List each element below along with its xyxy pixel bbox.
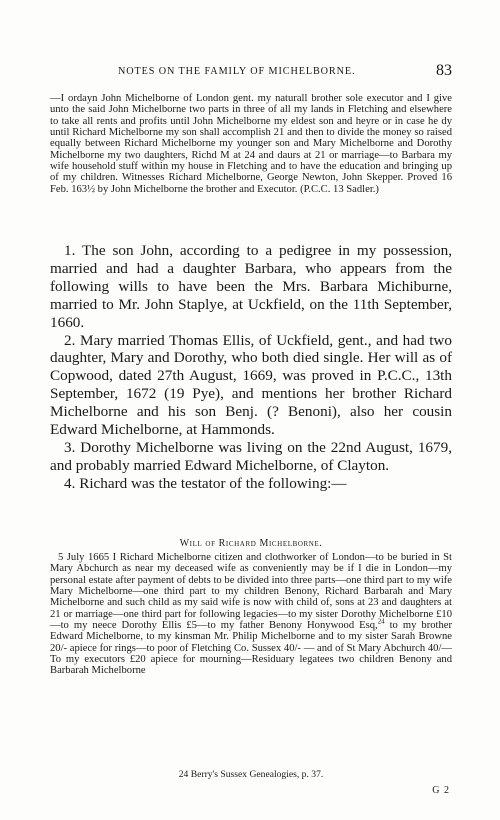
signature-mark: G 2 [432, 785, 450, 796]
page-header [50, 62, 452, 82]
paragraph-3: 3. Dorothy Michelborne was living on the 22nd August, 1679, and probably married Edward Michelborne, of Clayton. [50, 438, 452, 474]
will-heading: Will of Richard Michelborne. [179, 538, 323, 549]
running-title: NOTES ON THE FAMILY OF MICHELBORNE. [118, 66, 356, 77]
will-of-richard-text [50, 552, 452, 677]
will-excerpt-text: —I ordayn John Michelborne of London gent. my naturall brother sole executor and I give unto the said John Michelborne two parts in three of all my lands in Fletching and elsewhere to take all rents and profits until John Michelborne my eldest son and heyre or in case he dy until Richard Michelborne my son shall accomplish 21 and then to divide the money so raised equally between Richard Michelborne my younger son and Mary Michelborne and Dorothy Michelborne my two daughters, Richd M at 24 and daurs at 21 or marriage—to Barbara my wife household stuff within my house in Fletching and to have the education and bringing up of my children. Witnesses Richard Michelborne, George Newton, John Skepper. Proved 16 Feb. 163½ by John Michelborne the brother and Executor. (P.C.C. 13 Sadler.) [50, 93, 452, 195]
body-text [50, 242, 452, 493]
will-excerpt [50, 93, 452, 195]
footnote-ref: 24 [377, 618, 385, 626]
footnote: 24 Berry's Sussex Genealogies, p. 37. [178, 769, 324, 780]
paragraph-1: 1. The son John, according to a pedigree in my possession, married and had a daughter Barbara, who appears from the following wills to have been the Mrs. Barbara Michiburne, married to Mr. John Staplye, at Uckfield, on the 11th September, 1660. [50, 242, 452, 331]
paragraph-4: 4. Richard was the testator of the following:— [64, 474, 347, 492]
paragraph-2: 2. Mary married Thomas Ellis, of Uckfield, gent., and had two daughter, Mary and Dorothy, who both died single. Her will as of Copwood, dated 27th August, 1669, was proved in P.C.C., 13th September, 1672 (19 Pye), and mentions her brother Richard Michelborne and his son Benj. (? Benoni), also her cousin Edward Michelborne, at Hammonds. [50, 331, 452, 439]
will-text-part-1: 5 July 1665 I Richard Michelborne citizen and clothworker of London—to be buried in St Mary Abchurch as near my deceased wife as conveniently may be if I die in London—my personal estate after payment of debts to be divided into three parts—one third part to my wife Mary Michelborne—one third part to my children Benony, Richard Barbarah and Mary Michelborne and such child as my said wife is now with child of, sons at 23 and daughters at 21 or marriage—one third part for following legacies—to my sister Dorothy Michelborne £10—to my neece Dorothy Ellis £5—to my father Benony Honywood Esq, [50, 552, 452, 632]
page-number: 83 [436, 62, 452, 79]
will-text-part-2: to my brother Edward Michelborne, to my kinsman Mr. Philip Michelborne and to my sister Sarah Browne 20/- apiece for rings—to poor of Fletching Co. Sussex 40/- — and of St Mary Abchurch 40/—To my executors £20 apiece for mourning—Residuary legatees two children Benony and Barbarah Michelborne [50, 620, 452, 677]
will-of-richard [50, 552, 452, 677]
